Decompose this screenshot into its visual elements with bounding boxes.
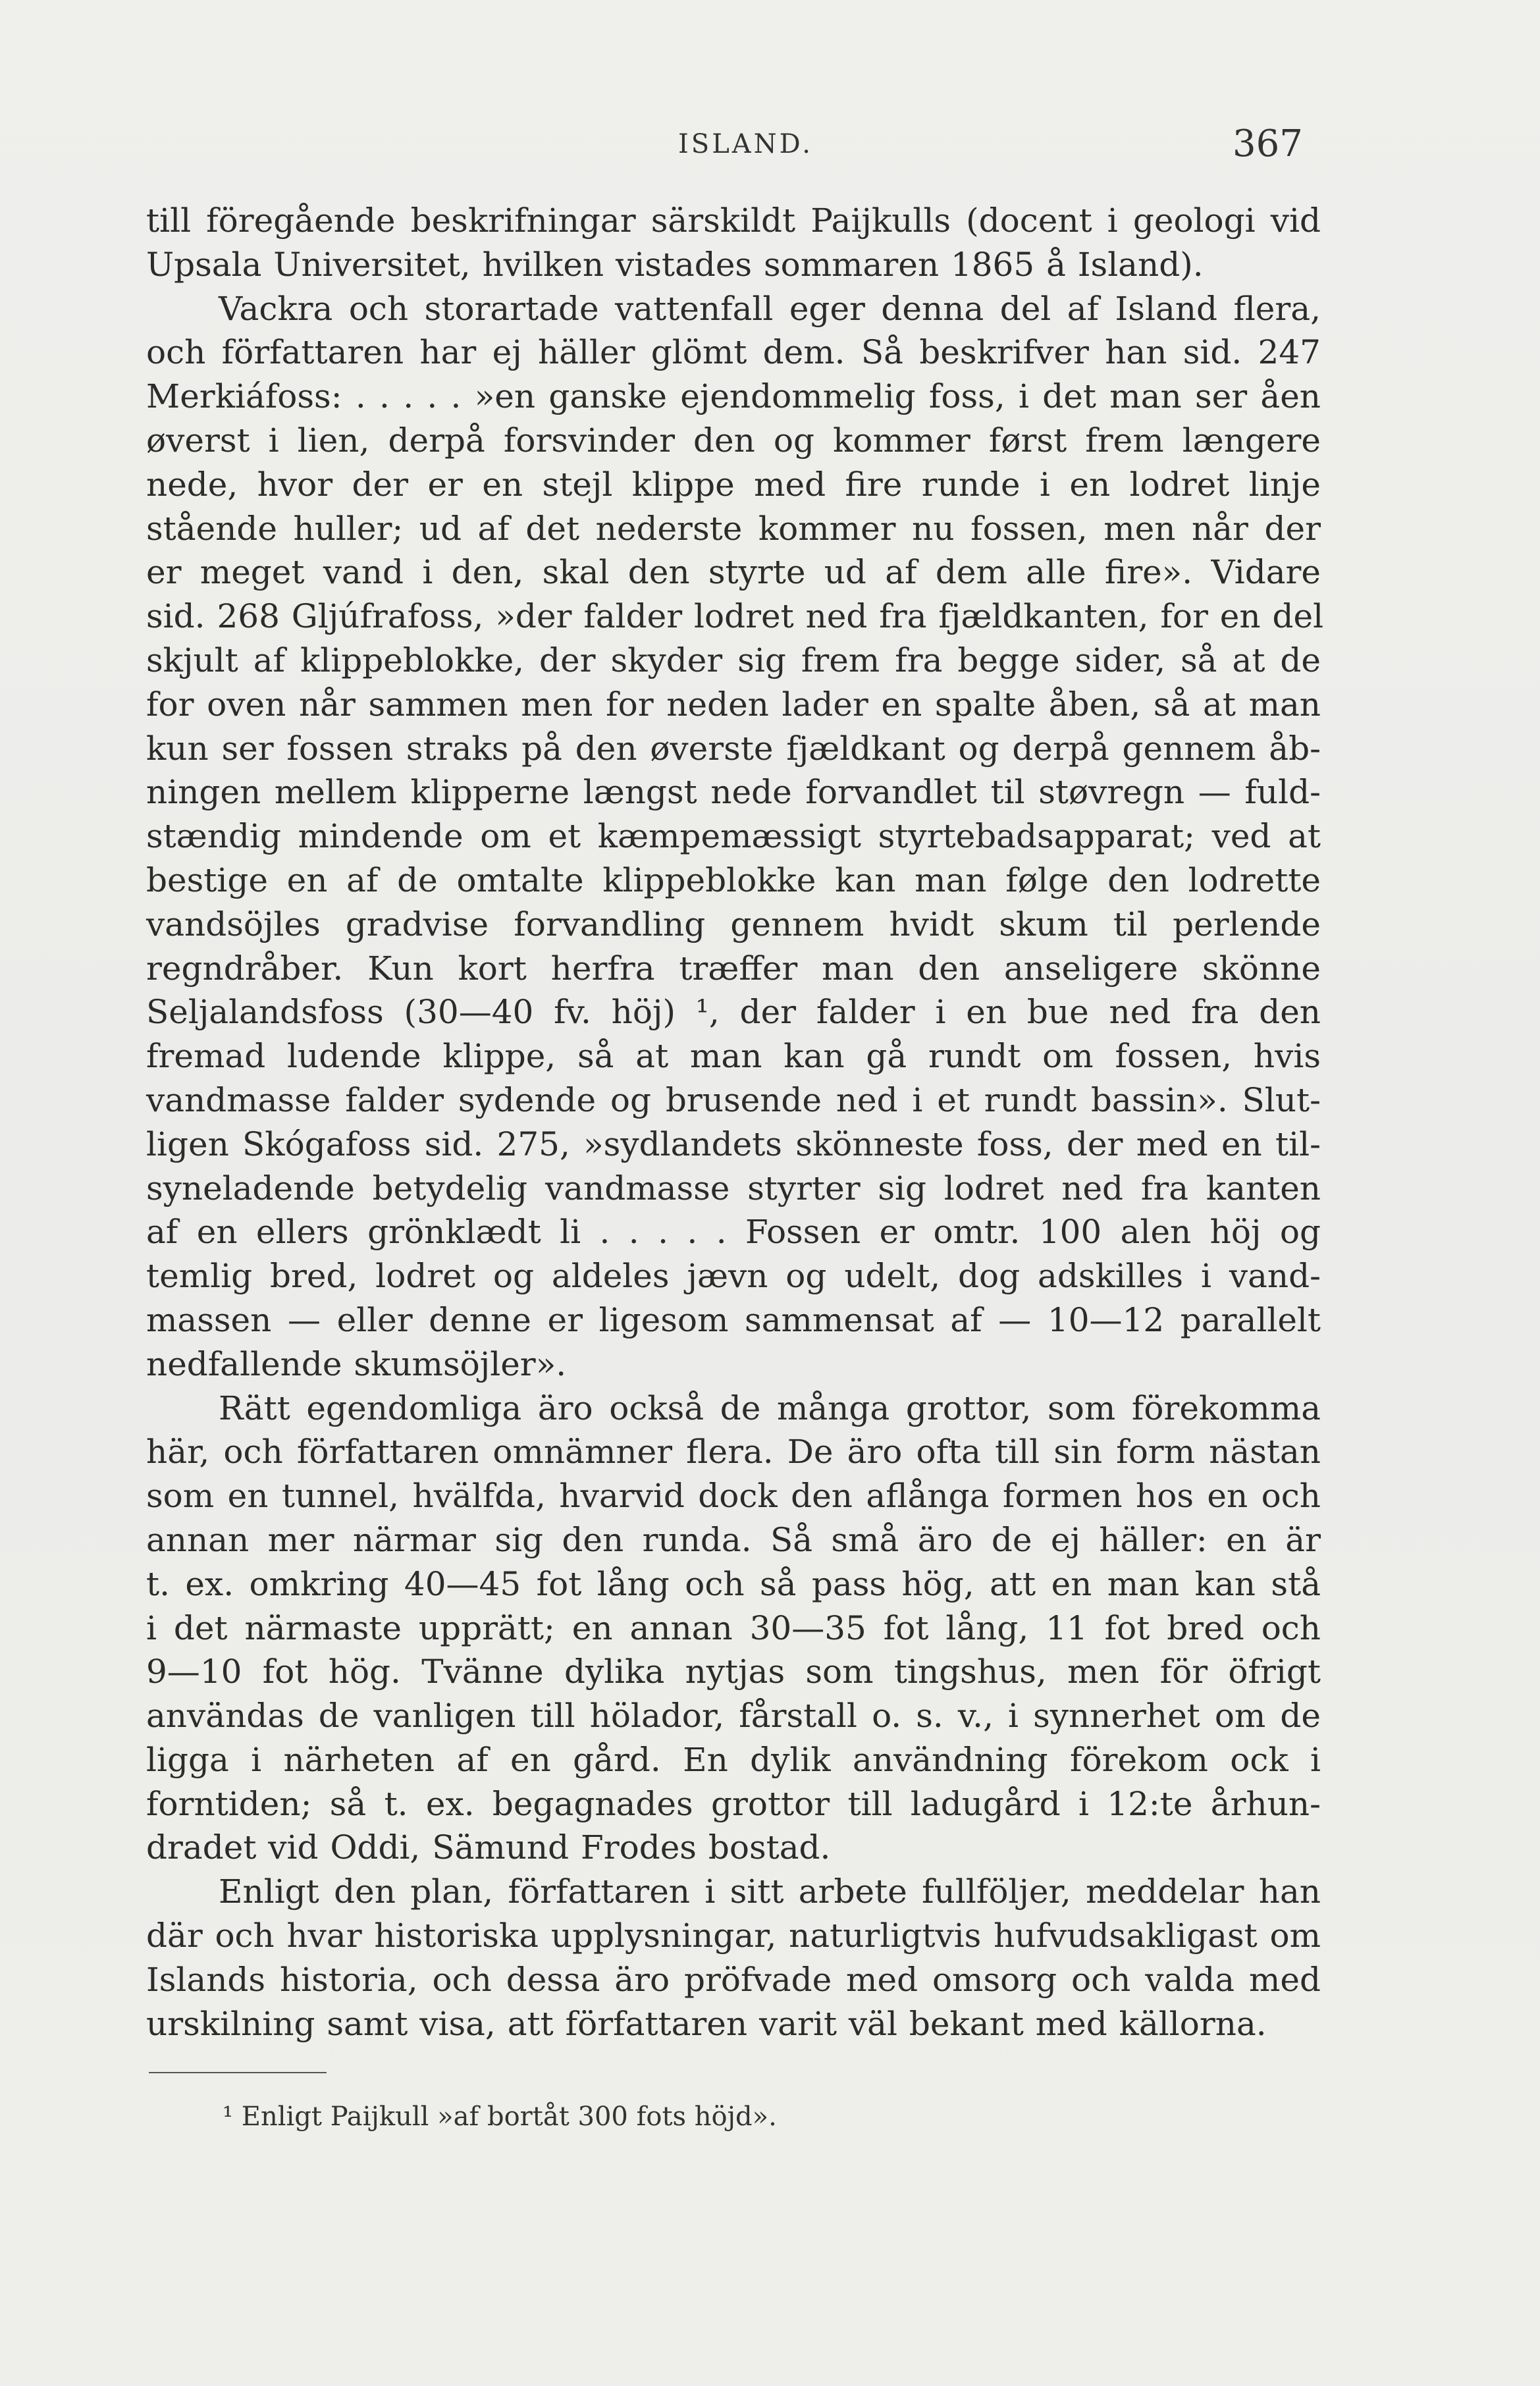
body-text — [146, 199, 1324, 2046]
text-line: sid. 268 Gljúfrafoss, »der falder lodret ned fra fjældkanten, for en del — [146, 597, 1324, 636]
text-line: användas de vanligen till hölador, fårstall o. s. v., i synnerhet om de — [146, 1697, 1321, 1736]
text-line: stående huller; ud af det nederste kommer nu fossen, men når der — [146, 509, 1321, 548]
text-line: fremad ludende klippe, så at man kan gå rundt om fossen, hvis — [146, 1037, 1321, 1076]
text-line: Seljalandsfoss (30—40 fv. höj) ¹, der falder i en bue ned fra den — [146, 993, 1321, 1032]
text-line: ligen Skógafoss sid. 275, »sydlandets skönneste foss, der med en til- — [146, 1125, 1321, 1163]
text-line: Islands historia, och dessa äro pröfvade med omsorg och valda med — [146, 1960, 1321, 1999]
text-line: vandmasse falder sydende og brusende ned i et rundt bassin». Slut- — [146, 1080, 1321, 1119]
text-line: ligga i närheten af en gård. En dylik användning förekom ock i — [146, 1740, 1321, 1779]
text-line: ningen mellem klipperne længst nede forvandlet til støvregn — fuld- — [146, 773, 1321, 812]
text-line: temlig bred, lodret og aldeles jævn og udelt, dog adskilles i vand- — [146, 1257, 1321, 1296]
page-number: 367 — [1233, 122, 1303, 165]
paragraph — [146, 287, 1324, 1387]
text-line: till föregående beskrifningar särskildt Paijkulls (docent i geologi vid — [146, 201, 1321, 240]
text-line: kun ser fossen straks på den øverste fjældkant og derpå gennem åb- — [146, 729, 1321, 768]
footnote: ¹ Enligt Paijkull »af bortåt 300 fots höjd». — [223, 2102, 777, 2132]
text-line: vandsöjles gradvise forvandling gennem hvidt skum til perlende — [146, 905, 1321, 943]
text-line: dradet vid Oddi, Sämund Frodes bostad. — [146, 1828, 831, 1867]
paragraph — [146, 199, 1321, 287]
text-line: bestige en af de omtalte klippeblokke kan man følge den lodrette — [146, 861, 1321, 899]
text-line: nedfallende skumsöjler». — [146, 1344, 567, 1383]
text-line: for oven når sammen men for neden lader en spalte åben, så at man — [146, 685, 1321, 724]
footnote-rule — [149, 2072, 327, 2073]
text-line: Enligt den plan, författaren i sitt arbete fullföljer, meddelar han — [219, 1872, 1321, 1911]
text-line: skjult af klippeblokke, der skyder sig frem fra begge sider, så at de — [146, 641, 1321, 679]
text-line: af en ellers grönklædt li . . . . . Fossen er omtr. 100 alen höj og — [146, 1213, 1321, 1252]
text-line: i det närmaste upprätt; en annan 30—35 fot lång, 11 fot bred och — [146, 1608, 1321, 1647]
text-line: Merkiáfoss: . . . . . »en ganske ejendommelig foss, i det man ser åen — [146, 377, 1321, 416]
text-line: forntiden; så t. ex. begagnades grottor till ladugård i 12:te århun- — [146, 1784, 1321, 1823]
paragraph — [146, 1870, 1321, 2046]
text-line: annan mer närmar sig den runda. Så små äro de ej häller: en är — [146, 1520, 1321, 1559]
paragraph — [146, 1387, 1321, 1870]
text-line: Vackra och storartade vattenfall eger denna del af Island flera, — [219, 289, 1321, 328]
text-line: och författaren har ej häller glömt dem. Så beskrifver han sid. 247 — [146, 333, 1321, 372]
text-line: t. ex. omkring 40—45 fot lång och så pass hög, att en man kan stå — [146, 1564, 1321, 1603]
text-line: regndråber. Kun kort herfra træffer man den anseligere skönne — [146, 949, 1321, 988]
running-head: ISLAND. — [678, 129, 814, 159]
text-line: här, och författaren omnämner flera. De äro ofta till sin form nästan — [146, 1433, 1321, 1471]
text-line: stændig mindende om et kæmpemæssigt styrtebadsapparat; ved at — [146, 817, 1321, 856]
text-line: 9—10 fot hög. Tvänne dylika nytjas som tingshus, men för öfrigt — [146, 1653, 1321, 1691]
text-line: Upsala Universitet, hvilken vistades sommaren 1865 å Island). — [146, 245, 1204, 284]
text-line: Rätt egendomliga äro också de många grottor, som förekomma — [219, 1389, 1321, 1427]
text-line: er meget vand i den, skal den styrte ud af dem alle fire». Vidare — [146, 553, 1321, 592]
text-line: syneladende betydelig vandmasse styrter sig lodret ned fra kanten — [146, 1169, 1321, 1207]
text-line: som en tunnel, hvälfda, hvarvid dock den aflånga formen hos en och — [146, 1477, 1321, 1516]
text-line: där och hvar historiska upplysningar, naturligtvis hufvudsakligast om — [146, 1917, 1321, 1955]
text-line: urskilning samt visa, att författaren varit väl bekant med källorna. — [146, 2004, 1267, 2043]
text-line: øverst i lien, derpå forsvinder den og kommer først frem længere — [146, 421, 1321, 460]
text-line: nede, hvor der er en stejl klippe med fire runde i en lodret linje — [146, 465, 1321, 504]
text-line: massen — eller denne er ligesom sammensat af — 10—12 parallelt — [146, 1300, 1321, 1339]
